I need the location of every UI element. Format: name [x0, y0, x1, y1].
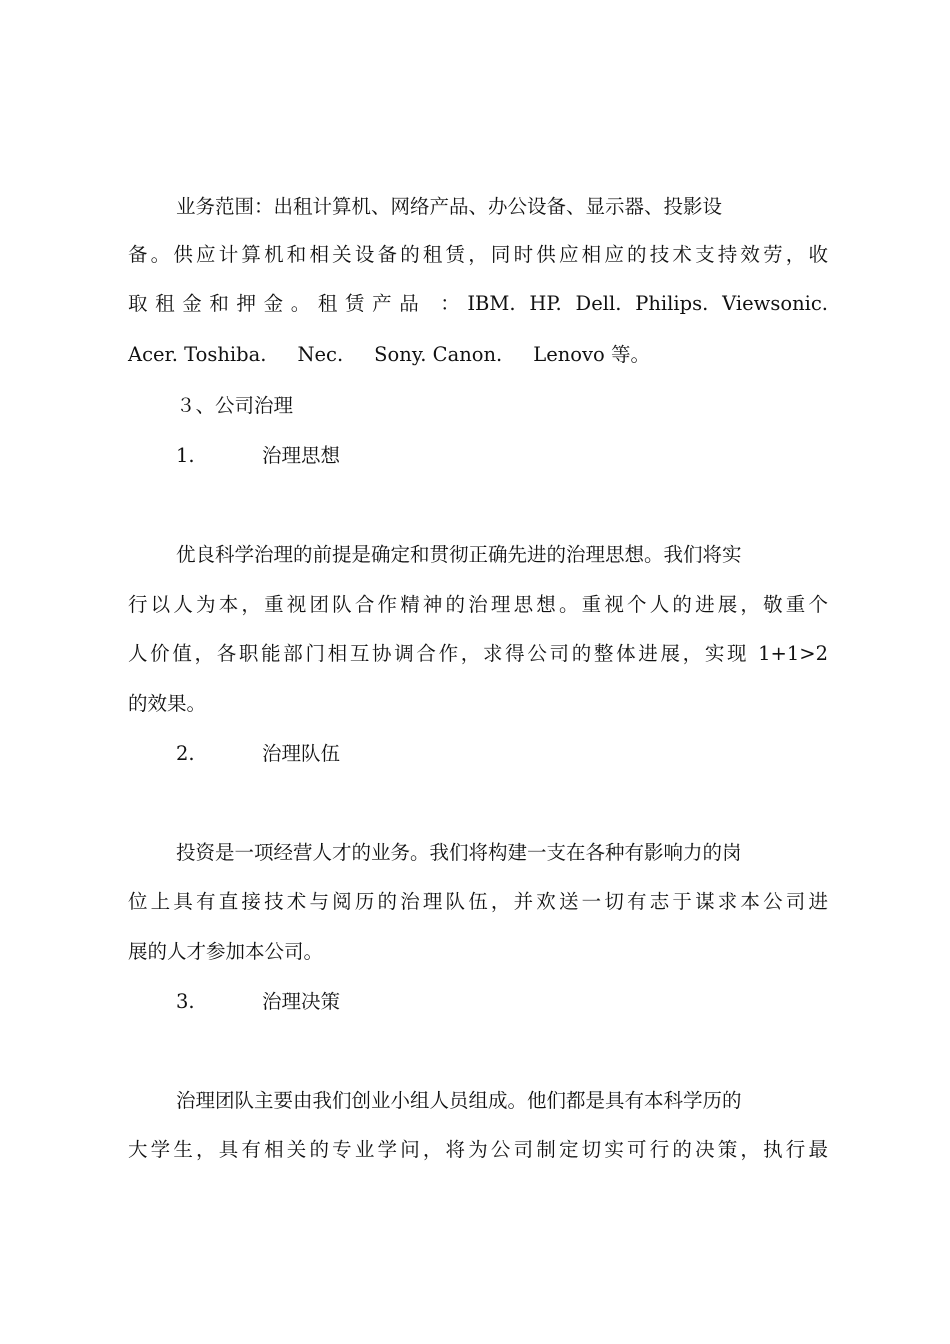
subsection-title: 治理思想: [262, 444, 341, 467]
paragraph-line: 治理团队主要由我们创业小组人员组成。他们都是具有本科学历的: [176, 1089, 742, 1112]
paragraph-line: 位上具有直接技术与阅历的治理队伍，并欢送一切有志于谋求本公司进: [128, 890, 828, 913]
paragraph-line: 备。供应计算机和相关设备的租赁，同时供应相应的技术支持效劳，收: [128, 243, 828, 266]
subsection-number: 3.: [176, 990, 195, 1013]
section-title: ３、公司治理: [176, 394, 294, 417]
paragraph-line: Acer. Toshiba. Nec. Sony. Canon. Lenovo 等。: [128, 343, 650, 366]
paragraph-line: 大学生，具有相关的专业学问，将为公司制定切实可行的决策，执行最: [128, 1138, 828, 1161]
paragraph-line: 业务范围：出租计算机、网络产品、办公设备、显示器、投影设: [176, 195, 723, 218]
paragraph-line: 人价值，各职能部门相互协调合作，求得公司的整体进展，实现 1+1>2: [128, 642, 828, 665]
subsection-title: 治理决策: [262, 990, 341, 1013]
subsection-number: 1.: [176, 444, 195, 467]
paragraph-line: 的效果。: [128, 692, 207, 715]
subsection-number: 2.: [176, 742, 195, 765]
paragraph-line: 取租金和押金。租赁产品 ：IBM. HP. Dell. Philips. Viewsonic.: [128, 292, 828, 315]
paragraph-line: 投资是一项经营人才的业务。我们将构建一支在各种有影响力的岗: [176, 841, 742, 864]
paragraph-line: 优良科学治理的前提是确定和贯彻正确先进的治理思想。我们将实: [176, 543, 742, 566]
paragraph-line: 行以人为本，重视团队合作精神的治理思想。重视个人的进展，敬重个: [128, 593, 828, 616]
subsection-title: 治理队伍: [262, 742, 341, 765]
paragraph-line: 展的人才参加本公司。: [128, 940, 324, 963]
